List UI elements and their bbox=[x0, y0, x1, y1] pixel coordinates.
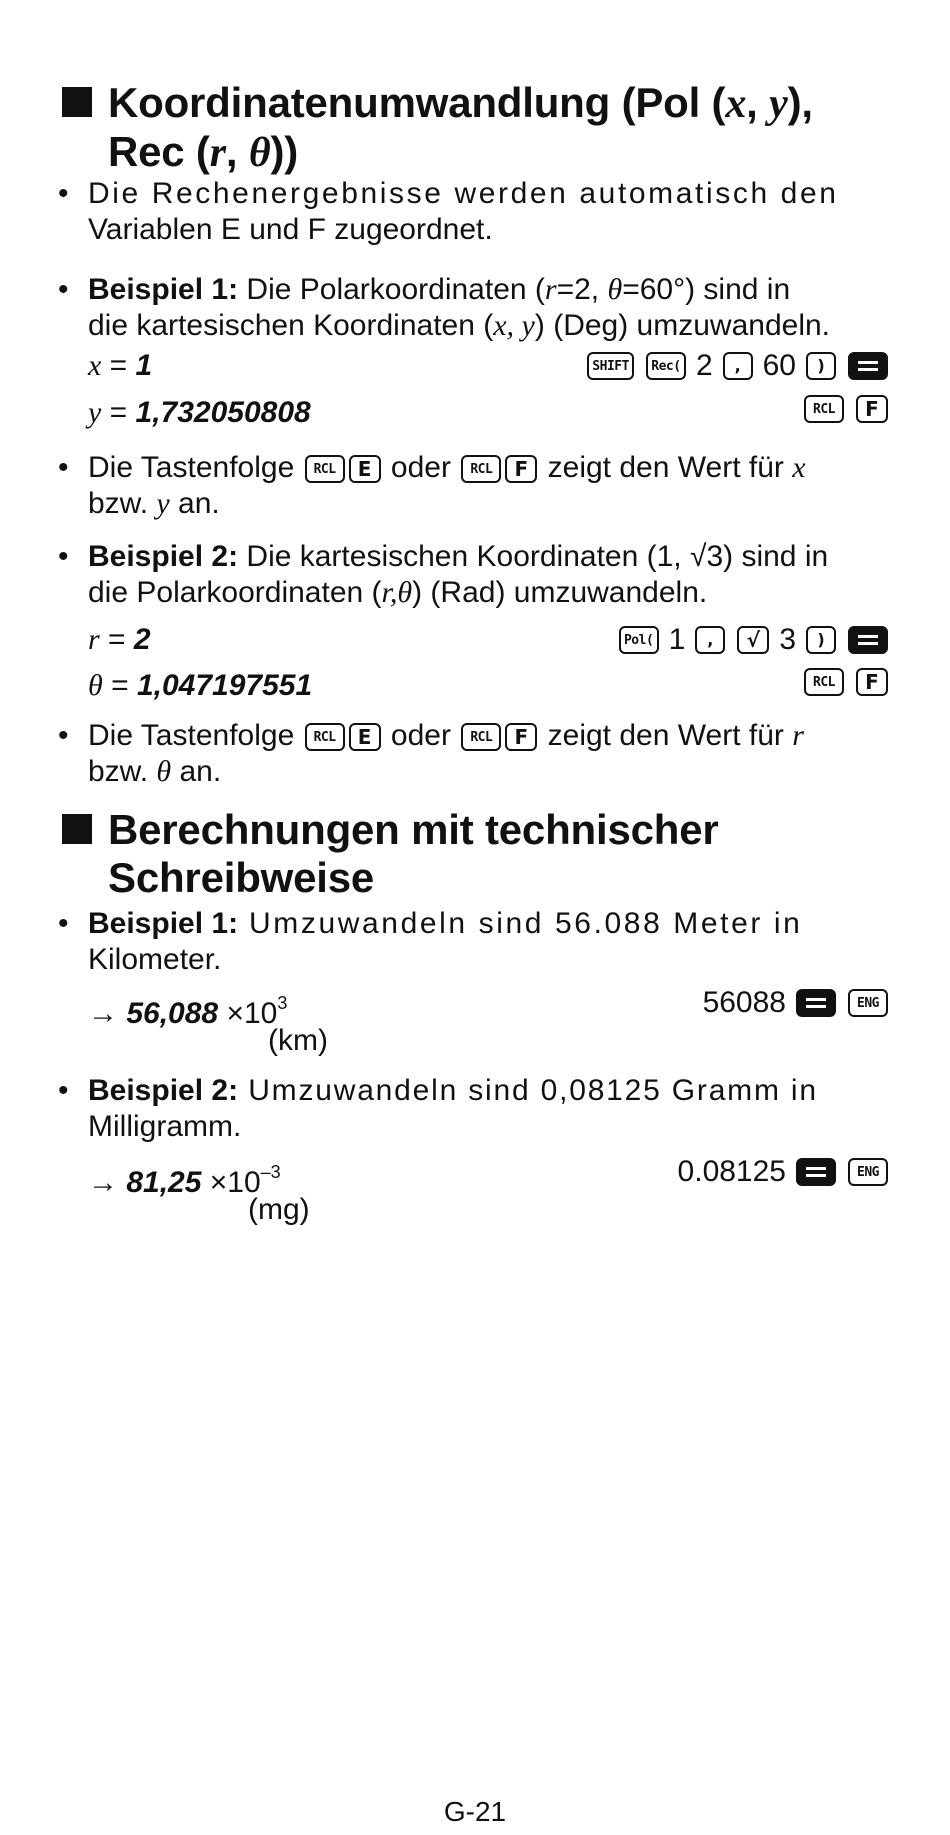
equals: = bbox=[99, 623, 134, 656]
example-text: =2, bbox=[556, 273, 608, 306]
section-heading-coordinates bbox=[62, 79, 813, 177]
note-text: oder bbox=[382, 719, 460, 752]
bullet-variables-note bbox=[58, 176, 890, 248]
equals-key-icon bbox=[796, 989, 836, 1017]
example-text: ) (Rad) umzuwandeln. bbox=[412, 576, 708, 609]
result-var: r bbox=[88, 623, 100, 656]
heading-text: Koordinatenumwandlung (Pol ( bbox=[108, 79, 726, 126]
heading-line2: Schreibweise bbox=[108, 854, 375, 901]
close-paren-key-icon bbox=[806, 352, 836, 380]
key-sequence bbox=[617, 622, 890, 658]
result-var: θ bbox=[88, 669, 103, 702]
result-value: 81,25 bbox=[126, 1166, 202, 1199]
heading-text-end: ), bbox=[787, 79, 813, 126]
bullet-rcl-note-x bbox=[58, 450, 890, 522]
comma-key-glyph: , bbox=[734, 356, 741, 375]
rcl-key-icon: RCL bbox=[804, 668, 844, 696]
example-text: =60°) sind in bbox=[622, 273, 791, 306]
heading-line2 bbox=[62, 128, 813, 177]
rcl-key-icon: RCL bbox=[305, 723, 345, 751]
equals-key-icon bbox=[848, 626, 888, 654]
equals-key-icon bbox=[796, 1158, 836, 1186]
result-value: 56,088 bbox=[126, 997, 219, 1030]
eng-example2-result bbox=[88, 1154, 890, 1199]
var-xy: x, y bbox=[493, 309, 535, 342]
input-number: 1 bbox=[668, 623, 686, 656]
example-text: die Polarkoordinaten ( bbox=[88, 576, 382, 609]
arrow: → bbox=[88, 997, 127, 1030]
unit-mg: (mg) bbox=[248, 1193, 310, 1226]
result-value: 2 bbox=[133, 623, 151, 656]
input-number: 2 bbox=[695, 349, 713, 382]
note-text: zeigt den Wert für bbox=[539, 451, 793, 484]
f-key-icon: F bbox=[856, 668, 888, 696]
heading-text: Berechnungen mit technischer bbox=[108, 806, 719, 853]
note-text: Die Tastenfolge bbox=[88, 719, 303, 752]
key-sequence bbox=[703, 985, 890, 1021]
example-text: Milligramm. bbox=[88, 1110, 242, 1143]
rcl-key-icon: RCL bbox=[461, 455, 501, 483]
comma-key-glyph: , bbox=[707, 630, 714, 649]
bullet-rcl-note-r bbox=[58, 718, 890, 790]
e-key-icon: E bbox=[349, 723, 381, 751]
bullet-dot: • bbox=[58, 451, 69, 484]
example1-description bbox=[58, 272, 890, 344]
f-key-icon: F bbox=[505, 723, 537, 751]
eng-example2-description bbox=[58, 1073, 890, 1145]
bullet-dot: • bbox=[58, 273, 69, 306]
note-text: bzw. bbox=[88, 755, 157, 788]
example-text: Umzuwandeln sind 56.088 Meter in bbox=[238, 907, 803, 940]
result-value: 1 bbox=[135, 349, 153, 382]
eng-key-icon: ENG bbox=[848, 989, 888, 1017]
equals: = bbox=[101, 349, 136, 382]
equals: = bbox=[101, 396, 136, 429]
bullet-dot: • bbox=[58, 719, 69, 752]
page-number: G-21 bbox=[443, 1796, 507, 1827]
rec-key-icon: Rec( bbox=[646, 352, 686, 380]
bullet-text-line2: Variablen E und F zugeordnet. bbox=[88, 213, 493, 246]
example-text: Umzuwandeln sind 0,08125 Gramm in bbox=[238, 1074, 818, 1107]
bullet-dot: • bbox=[58, 907, 69, 940]
note-text: oder bbox=[382, 451, 460, 484]
f-key-icon: F bbox=[856, 395, 888, 423]
times-ten: ×10 bbox=[218, 997, 278, 1030]
example1-result-x bbox=[88, 348, 890, 388]
heading-square-icon bbox=[62, 87, 92, 117]
note-text: Die Tastenfolge bbox=[88, 451, 303, 484]
example-text: Kilometer. bbox=[88, 943, 222, 976]
bullet-dot: • bbox=[58, 177, 69, 210]
eng-example1-result bbox=[88, 985, 890, 1030]
comma-key-icon bbox=[695, 626, 725, 654]
heading-square-icon bbox=[62, 814, 92, 844]
heading-close: )) bbox=[270, 128, 299, 175]
bullet-dot: • bbox=[58, 1074, 69, 1107]
bullet-text-line1: Die Rechenergebnisse werden automatisch den bbox=[88, 177, 839, 210]
note-var: r bbox=[792, 719, 804, 752]
note-var: x bbox=[792, 451, 806, 484]
close-paren-glyph: ) bbox=[817, 356, 825, 375]
eng-example1-description bbox=[58, 906, 890, 978]
input-number: 60 bbox=[762, 349, 796, 382]
exponent: 3 bbox=[277, 993, 288, 1013]
rcl-key-icon: RCL bbox=[305, 455, 345, 483]
key-sequence bbox=[802, 395, 890, 423]
bullet-dot: • bbox=[58, 540, 69, 573]
example-label: Beispiel 2: bbox=[88, 1074, 239, 1107]
eng-key-icon: ENG bbox=[848, 1158, 888, 1186]
var-r: r bbox=[544, 273, 557, 306]
e-key-icon: E bbox=[349, 455, 381, 483]
var-theta: θ bbox=[607, 273, 623, 306]
note-var: y bbox=[156, 487, 170, 520]
example-text: ) (Deg) umzuwandeln. bbox=[534, 309, 830, 342]
result-var: y bbox=[88, 396, 102, 429]
pol-key-icon: Pol( bbox=[619, 626, 659, 654]
input-number: 56088 bbox=[702, 986, 786, 1019]
example2-result-r bbox=[88, 622, 890, 662]
heading-var-theta: θ bbox=[248, 130, 271, 176]
heading-comma-2: , bbox=[225, 128, 249, 175]
note-text: an. bbox=[171, 755, 222, 788]
example-label: Beispiel 2: bbox=[88, 540, 239, 573]
unit-km: (km) bbox=[268, 1024, 328, 1057]
example1-result-y bbox=[88, 395, 890, 435]
heading-var-x: x bbox=[725, 81, 747, 127]
key-sequence bbox=[678, 1154, 890, 1190]
example-text: die kartesischen Koordinaten ( bbox=[88, 309, 494, 342]
note-text: bzw. bbox=[88, 487, 157, 520]
note-text: zeigt den Wert für bbox=[539, 719, 793, 752]
result-value: 1,732050808 bbox=[135, 396, 311, 429]
rcl-key-icon: RCL bbox=[804, 395, 844, 423]
sqrt-key-icon: √ bbox=[737, 626, 769, 654]
example2-description bbox=[58, 539, 890, 611]
heading-comma: , bbox=[746, 79, 770, 126]
example-text: Die Polarkoordinaten ( bbox=[238, 273, 545, 306]
sqrt-symbol: √ bbox=[689, 540, 707, 573]
section-heading-engineering bbox=[62, 806, 719, 902]
note-var: θ bbox=[156, 755, 172, 788]
arrow: → bbox=[88, 1166, 127, 1199]
close-paren-key-icon bbox=[806, 626, 836, 654]
close-paren-glyph: ) bbox=[817, 630, 825, 649]
example-text: 3) sind in bbox=[706, 540, 829, 573]
heading-rec-text: Rec ( bbox=[108, 128, 210, 175]
key-sequence bbox=[585, 348, 890, 384]
times-ten: ×10 bbox=[201, 1166, 261, 1199]
result-var: x bbox=[88, 349, 102, 382]
note-text: an. bbox=[169, 487, 220, 520]
rcl-key-icon: RCL bbox=[461, 723, 501, 751]
equals-key-icon bbox=[848, 352, 888, 380]
exponent: –3 bbox=[260, 1162, 281, 1182]
key-sequence bbox=[802, 668, 890, 696]
heading-var-y: y bbox=[769, 81, 788, 127]
shift-key-icon: SHIFT bbox=[587, 352, 634, 380]
heading-var-r: r bbox=[209, 130, 226, 176]
example-label: Beispiel 1: bbox=[88, 907, 239, 940]
example2-result-theta bbox=[88, 668, 890, 708]
result-value: 1,047197551 bbox=[136, 669, 313, 702]
var-r-theta: r,θ bbox=[381, 576, 413, 609]
equals: = bbox=[102, 669, 137, 702]
input-number: 0.08125 bbox=[677, 1155, 786, 1188]
input-number: 3 bbox=[779, 623, 796, 656]
comma-key-icon bbox=[723, 352, 753, 380]
f-key-icon: F bbox=[505, 455, 537, 483]
example-text: Die kartesischen Koordinaten (1, bbox=[238, 540, 690, 573]
example-label: Beispiel 1: bbox=[88, 273, 239, 306]
